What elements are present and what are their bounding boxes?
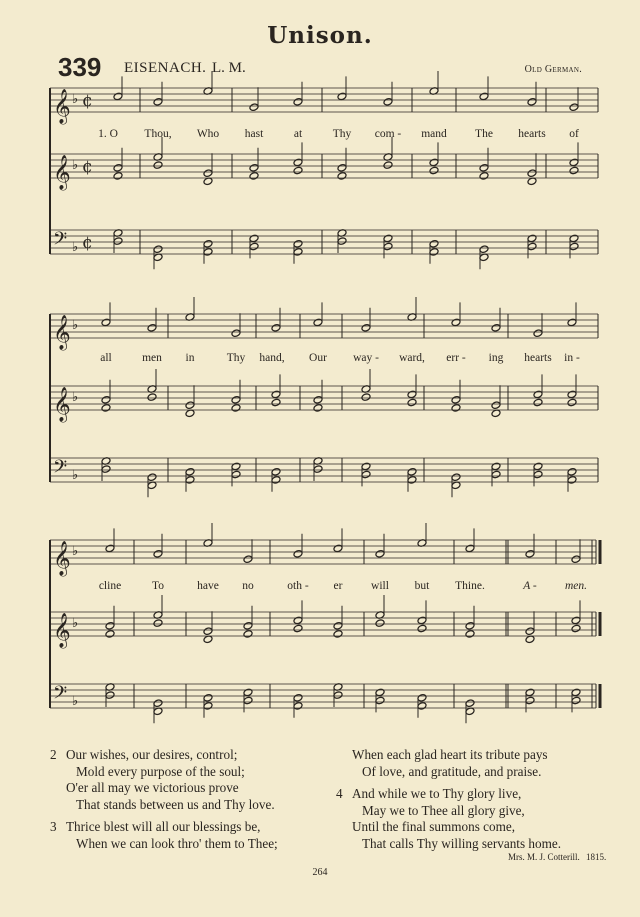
half-note-head xyxy=(231,404,241,413)
flat-icon: ♭ xyxy=(72,158,79,173)
half-note-head xyxy=(569,234,579,243)
lyric-syllable: ward, xyxy=(399,352,425,364)
half-note-head xyxy=(361,393,371,402)
lyric-syllable: ing xyxy=(488,352,504,364)
half-note-head xyxy=(429,166,439,175)
half-note-head xyxy=(465,630,475,639)
tune-origin: Old German. xyxy=(524,64,582,75)
lyric-syllable: Thy xyxy=(332,128,352,140)
lyric-syllable: A - xyxy=(523,580,537,592)
half-note-head xyxy=(525,688,535,697)
bass-clef-icon: 𝄢 xyxy=(53,229,68,254)
lyrics-line-1 xyxy=(0,128,640,146)
lyric-syllable: in xyxy=(185,352,195,364)
half-note-head xyxy=(231,396,241,405)
half-note-head xyxy=(249,103,259,112)
half-note-head xyxy=(429,248,439,257)
half-note-head xyxy=(479,245,489,254)
half-note-head xyxy=(113,172,123,181)
half-note-head xyxy=(101,318,111,327)
half-note-head xyxy=(361,470,371,479)
half-note-head xyxy=(527,234,537,243)
lyric-syllable: Thy xyxy=(226,352,246,364)
half-note-head xyxy=(249,164,259,173)
lyric-syllable: no xyxy=(242,580,254,592)
half-note-head xyxy=(527,242,537,251)
half-note-head xyxy=(249,172,259,181)
page-title: Unison. xyxy=(267,22,373,49)
half-note-head xyxy=(147,393,157,402)
lyric-syllable: Who xyxy=(196,128,220,140)
cut-time-icon: ¢ xyxy=(82,91,93,111)
half-note-head xyxy=(465,544,475,553)
half-note-head xyxy=(185,401,195,410)
half-note-head xyxy=(465,699,475,708)
half-note-head xyxy=(153,98,163,107)
half-note-head xyxy=(525,627,535,636)
half-note-head xyxy=(491,401,501,410)
lyrics-line-3 xyxy=(0,580,640,598)
lyric-syllable: men xyxy=(142,352,162,364)
half-note-head xyxy=(313,404,323,413)
half-note-head xyxy=(417,616,427,625)
half-note-head xyxy=(533,390,543,399)
half-note-head xyxy=(231,470,241,479)
half-note-head xyxy=(533,470,543,479)
stanza xyxy=(50,819,278,852)
half-note-head xyxy=(533,398,543,407)
cut-time-icon: ¢ xyxy=(82,233,93,253)
half-note-head xyxy=(491,462,501,471)
tune-name: EISENACH. xyxy=(124,60,207,76)
treble-clef-icon: 𝄞 xyxy=(53,315,71,350)
half-note-head xyxy=(375,696,385,705)
verse-line: Until the final summons come, xyxy=(352,819,515,834)
half-note-head xyxy=(293,248,303,257)
half-note-head xyxy=(569,103,579,112)
half-note-head xyxy=(293,158,303,167)
half-note-head xyxy=(375,619,385,628)
half-note-head xyxy=(451,396,461,405)
half-note-head xyxy=(361,324,371,333)
half-note-head xyxy=(243,696,253,705)
half-note-head xyxy=(105,691,115,700)
half-note-head xyxy=(571,688,581,697)
half-note-head xyxy=(533,462,543,471)
verse-line: And while we to Thy glory live, xyxy=(352,786,522,801)
half-note-head xyxy=(417,624,427,633)
lyric-syllable: Thine. xyxy=(455,580,485,592)
half-note-head xyxy=(101,465,111,474)
half-note-head xyxy=(407,390,417,399)
half-note-head xyxy=(231,462,241,471)
treble-clef-icon: 𝄞 xyxy=(53,155,71,190)
half-note-head xyxy=(429,158,439,167)
half-note-head xyxy=(113,164,123,173)
meter: L. M. xyxy=(212,60,246,76)
half-note-head xyxy=(361,462,371,471)
lyric-syllable: com - xyxy=(374,128,402,140)
half-note-head xyxy=(491,324,501,333)
half-note-head xyxy=(525,696,535,705)
half-note-head xyxy=(293,98,303,107)
half-note-head xyxy=(153,161,163,170)
treble-clef-icon: 𝄞 xyxy=(53,613,71,648)
half-note-head xyxy=(271,468,281,477)
verse-line: May we to Thee all glory give, xyxy=(362,802,525,818)
lyric-syllable: er xyxy=(333,580,343,592)
half-note-head xyxy=(153,619,163,628)
half-note-head xyxy=(337,164,347,173)
treble-clef-icon: 𝄞 xyxy=(53,89,71,124)
half-note-head xyxy=(153,550,163,559)
stanza xyxy=(336,747,561,780)
half-note-head xyxy=(375,688,385,697)
lyric-syllable: all xyxy=(100,352,112,364)
verse-line: Mold every purpose of the soul; xyxy=(76,763,245,779)
half-note-head xyxy=(203,627,213,636)
half-note-head xyxy=(569,158,579,167)
lyric-syllable: way - xyxy=(353,352,379,364)
flat-icon: ♭ xyxy=(72,240,79,255)
half-note-head xyxy=(293,240,303,249)
half-note-head xyxy=(271,398,281,407)
half-note-head xyxy=(569,166,579,175)
lyric-syllable: of xyxy=(569,128,579,140)
half-note-head xyxy=(185,468,195,477)
half-note-head xyxy=(231,329,241,338)
lyric-syllable: hearts xyxy=(518,128,546,140)
stanza-number: 2 xyxy=(50,747,57,762)
half-note-head xyxy=(293,616,303,625)
half-note-head xyxy=(479,164,489,173)
half-note-head xyxy=(567,468,577,477)
half-note-head xyxy=(147,473,157,482)
verse-line: That stands between us and Thy love. xyxy=(76,796,275,812)
half-note-head xyxy=(337,92,347,101)
half-note-head xyxy=(101,396,111,405)
verse-line: When each glad heart its tribute pays xyxy=(352,747,548,762)
flat-icon: ♭ xyxy=(72,468,79,483)
verse-line: Our wishes, our desires, control; xyxy=(66,747,238,762)
half-note-head xyxy=(571,555,581,564)
bass-clef-icon: 𝄢 xyxy=(53,683,68,708)
lyric-syllable: at xyxy=(293,128,303,140)
half-note-head xyxy=(567,476,577,485)
lyric-syllable: men. xyxy=(564,580,588,592)
lyric-syllable: hearts xyxy=(524,352,552,364)
half-note-head xyxy=(571,696,581,705)
flat-icon: ♭ xyxy=(72,544,79,559)
half-note-head xyxy=(333,544,343,553)
half-note-head xyxy=(293,624,303,633)
verse-line: Of love, and gratitude, and praise. xyxy=(362,763,542,779)
lyric-syllable: oth - xyxy=(287,580,309,592)
half-note-head xyxy=(333,630,343,639)
flat-icon: ♭ xyxy=(72,318,79,333)
half-note-head xyxy=(417,702,427,711)
half-note-head xyxy=(533,329,543,338)
half-note-head xyxy=(105,630,115,639)
half-note-head xyxy=(271,390,281,399)
verse-line: Thrice blest will all our blessings be, xyxy=(66,819,261,834)
lyric-syllable: mand xyxy=(421,128,447,140)
half-note-head xyxy=(337,237,347,246)
lyric-syllable: will xyxy=(371,580,389,592)
half-note-head xyxy=(313,396,323,405)
half-note-head xyxy=(407,476,417,485)
half-note-head xyxy=(313,465,323,474)
half-note-head xyxy=(293,166,303,175)
half-note-head xyxy=(271,324,281,333)
half-note-head xyxy=(429,240,439,249)
lyric-syllable: but xyxy=(414,580,430,592)
flat-icon: ♭ xyxy=(72,390,79,405)
half-note-head xyxy=(249,242,259,251)
half-note-head xyxy=(203,248,213,257)
lyric-syllable: in - xyxy=(564,352,580,364)
lyric-syllable: To xyxy=(152,580,164,592)
half-note-head xyxy=(105,544,115,553)
half-note-head xyxy=(527,98,537,107)
half-note-head xyxy=(567,390,577,399)
page-number: 264 xyxy=(312,867,328,878)
stanza xyxy=(336,786,561,852)
half-note-head xyxy=(383,161,393,170)
half-note-head xyxy=(113,237,123,246)
half-note-head xyxy=(451,473,461,482)
half-note-head xyxy=(105,622,115,631)
verse-line: O'er all may we victorious prove xyxy=(66,780,239,795)
hymn-number: 339 xyxy=(58,52,102,82)
half-note-head xyxy=(569,242,579,251)
half-note-head xyxy=(465,622,475,631)
bass-clef-icon: 𝄢 xyxy=(53,457,68,482)
verses-left-column xyxy=(50,747,278,858)
half-note-head xyxy=(293,550,303,559)
treble-clef-icon: 𝄞 xyxy=(53,541,71,576)
half-note-head xyxy=(271,476,281,485)
half-note-head xyxy=(147,324,157,333)
half-note-head xyxy=(313,318,323,327)
half-note-head xyxy=(333,622,343,631)
author-attribution xyxy=(508,852,606,862)
half-note-head xyxy=(375,550,385,559)
flat-icon: ♭ xyxy=(72,92,79,107)
lyric-syllable: hand, xyxy=(259,352,285,364)
half-note-head xyxy=(243,630,253,639)
half-note-head xyxy=(203,702,213,711)
half-note-head xyxy=(101,404,111,413)
verse-line: When we can look thro' them to Thee; xyxy=(76,835,278,851)
lyric-syllable: The xyxy=(475,128,493,140)
half-note-head xyxy=(491,470,501,479)
half-note-head xyxy=(567,318,577,327)
author-year: 1815. xyxy=(586,852,607,862)
flat-icon: ♭ xyxy=(72,616,79,631)
stanza xyxy=(50,747,278,813)
half-note-head xyxy=(113,92,123,101)
lyric-syllable: err - xyxy=(446,352,466,364)
half-note-head xyxy=(571,624,581,633)
stanza-number: 4 xyxy=(336,786,343,801)
half-note-head xyxy=(383,98,393,107)
half-note-head xyxy=(293,694,303,703)
half-note-head xyxy=(567,398,577,407)
treble-clef-icon: 𝄞 xyxy=(53,387,71,422)
half-note-head xyxy=(525,550,535,559)
half-note-head xyxy=(383,234,393,243)
half-note-head xyxy=(479,92,489,101)
lyric-syllable: have xyxy=(197,580,219,592)
half-note-head xyxy=(417,694,427,703)
half-note-head xyxy=(527,169,537,178)
half-note-head xyxy=(333,691,343,700)
author-name: Mrs. M. J. Cotterill. xyxy=(508,852,580,862)
half-note-head xyxy=(243,688,253,697)
half-note-head xyxy=(407,398,417,407)
stanza-number: 3 xyxy=(50,819,57,834)
half-note-head xyxy=(383,242,393,251)
half-note-head xyxy=(153,245,163,254)
half-note-head xyxy=(407,468,417,477)
half-note-head xyxy=(451,404,461,413)
lyric-syllable: hast xyxy=(244,128,264,140)
cut-time-icon: ¢ xyxy=(82,157,93,177)
half-note-head xyxy=(243,555,253,564)
half-note-head xyxy=(571,616,581,625)
lyric-syllable: Thou, xyxy=(144,128,172,140)
half-note-head xyxy=(479,172,489,181)
half-note-head xyxy=(451,318,461,327)
verse-line: That calls Thy willing servants home. xyxy=(362,835,561,851)
half-note-head xyxy=(249,234,259,243)
verses-right-column xyxy=(336,747,561,858)
half-note-head xyxy=(337,172,347,181)
half-note-head xyxy=(293,702,303,711)
half-note-head xyxy=(203,240,213,249)
lyric-syllable: cline xyxy=(98,580,122,592)
lyric-syllable: Our xyxy=(309,352,327,364)
lyric-syllable: 1. O xyxy=(98,128,118,140)
half-note-head xyxy=(185,476,195,485)
half-note-head xyxy=(243,622,253,631)
half-note-head xyxy=(153,699,163,708)
flat-icon: ♭ xyxy=(72,694,79,709)
half-note-head xyxy=(203,694,213,703)
lyrics-line-2 xyxy=(0,352,640,370)
half-note-head xyxy=(203,169,213,178)
